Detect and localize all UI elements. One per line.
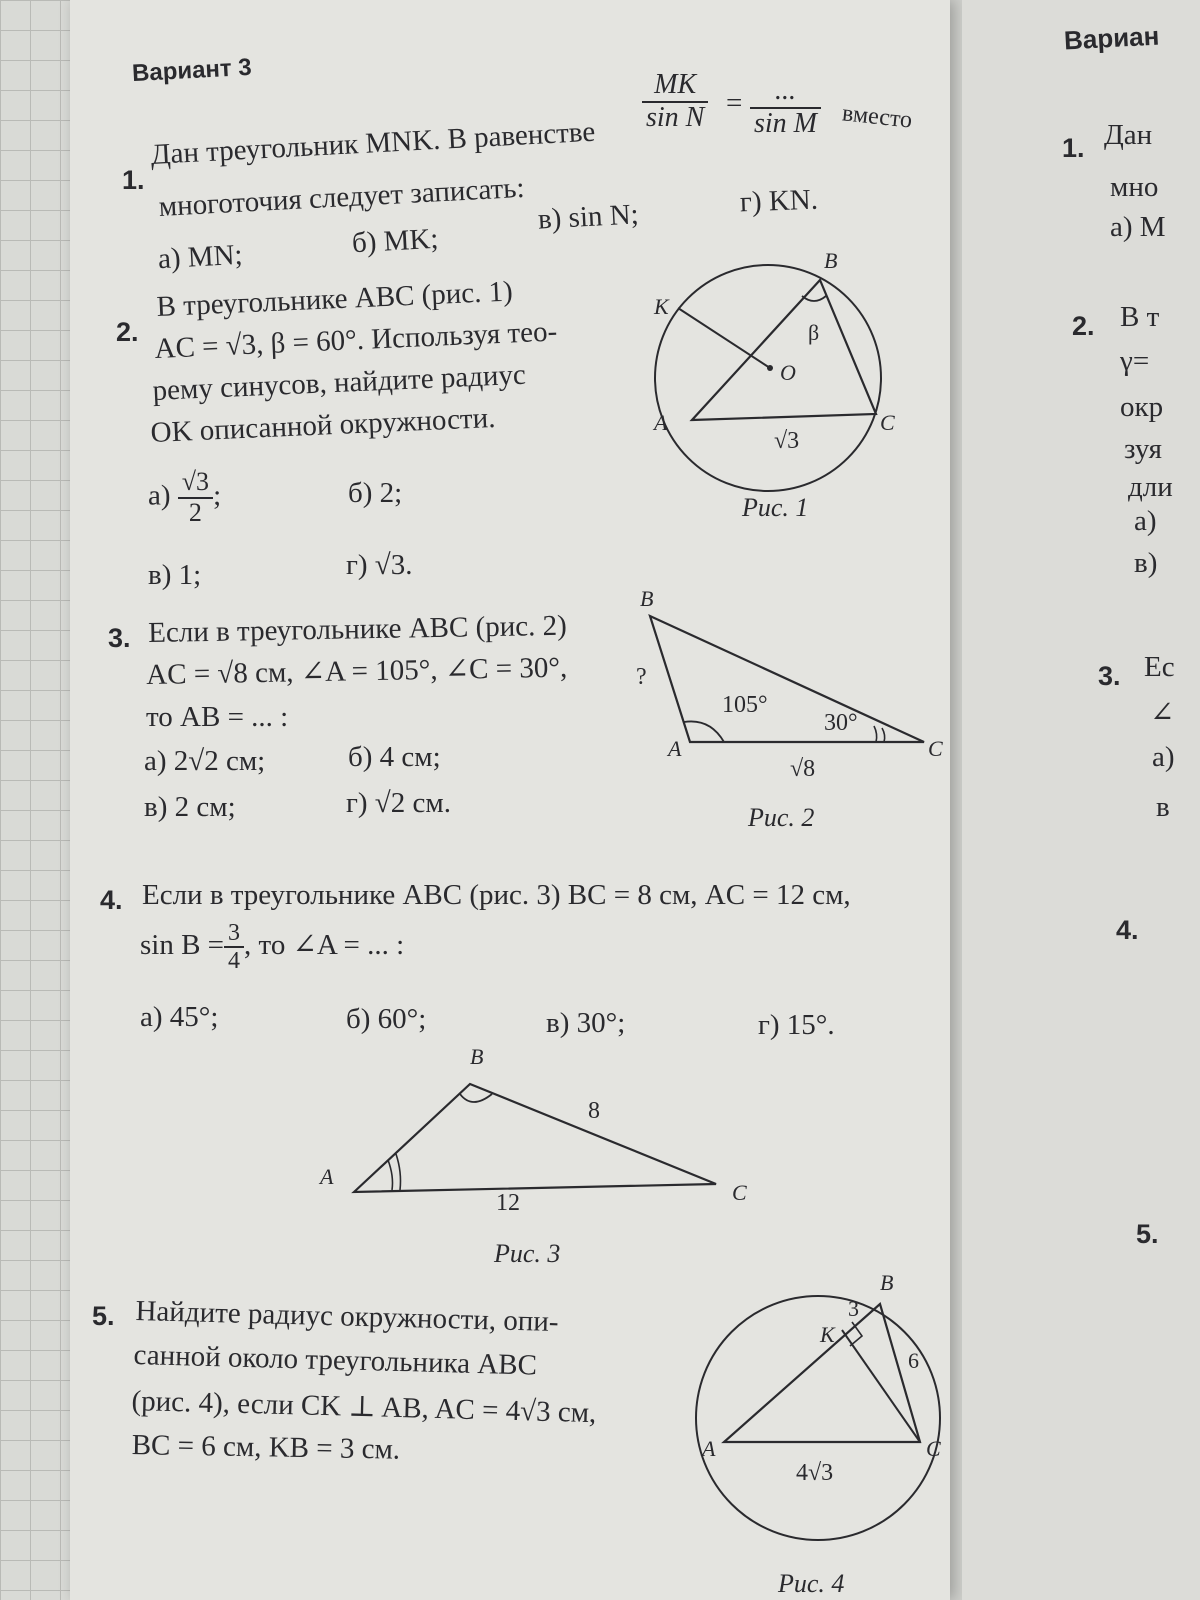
fig1-label-c: C xyxy=(880,410,895,435)
sinb-denominator: 4 xyxy=(228,948,241,975)
problem-3-option-c: в) 2 см; xyxy=(144,791,236,823)
fig2-label-q: ? xyxy=(636,664,647,690)
problem-1-fraction-2 xyxy=(750,76,821,140)
problem-2-option-a xyxy=(148,468,221,527)
fig1-circle xyxy=(655,265,881,491)
fig1-center-point xyxy=(767,365,773,371)
fig3-angle-b-arc xyxy=(460,1094,492,1102)
problem-2-line-1: В треугольнике ABC (рис. 1) xyxy=(155,275,514,323)
problem-1-equals: = xyxy=(726,87,743,119)
problem-4-number: 4. xyxy=(100,885,123,915)
problem-5-line-3: (рис. 4), если CK ⊥ AB, AC = 4√3 см, xyxy=(131,1385,597,1430)
adjacent-page xyxy=(962,0,1200,1600)
right-fragment-2: Дан xyxy=(1104,119,1153,151)
fig2-label-b: B xyxy=(640,586,654,611)
fig3-label-c: C xyxy=(732,1180,747,1205)
fraction-1-numerator: MK xyxy=(642,70,708,103)
problem-3-option-d: г) √2 см. xyxy=(346,787,451,819)
option-a-label: а) xyxy=(148,479,171,512)
right-fragment-16: а) xyxy=(1152,741,1175,773)
problem-1-tail: вместо xyxy=(840,100,914,134)
right-fragment-10: дли xyxy=(1128,471,1173,503)
problem-2-option-d: г) √3. xyxy=(346,549,413,581)
right-fragment-11: а) xyxy=(1134,505,1157,537)
fig4-label-k: K xyxy=(820,1322,835,1347)
problem-1-fraction-1 xyxy=(642,70,708,134)
problem-4-line-1: Если в треугольнике ABC (рис. 3) BC = 8 см, AC = 12 см, xyxy=(142,879,851,911)
problem-2-line-2: AC = √3, β = 60°. Используя тео- xyxy=(153,315,558,365)
fig1-label-side: √3 xyxy=(774,428,800,454)
fig3-label-b: B xyxy=(470,1044,484,1069)
problem-4-option-c: в) 30°; xyxy=(546,1007,626,1039)
right-page-title: Вариан xyxy=(1063,20,1160,56)
fig3-angle-a-arc2 xyxy=(396,1154,401,1190)
fig2-label-a: A xyxy=(668,736,682,761)
problem-5-line-2: санной около треугольника ABC xyxy=(133,1339,538,1382)
fig4-label-b: B xyxy=(880,1270,894,1295)
fig2-angle-c-arc1 xyxy=(874,726,877,742)
fig4-label-a: A xyxy=(702,1436,716,1461)
fig1-label-b: B xyxy=(824,248,838,273)
fraction-1-denominator: sin N xyxy=(646,101,705,133)
right-fragment-8: окр xyxy=(1120,391,1164,423)
problem-1-number: 1. xyxy=(122,165,145,195)
fig1-label-k: K xyxy=(654,294,669,319)
problem-1-option-b: б) MK; xyxy=(351,222,440,260)
problem-3-number: 3. xyxy=(108,623,131,653)
fig2-label-side: √8 xyxy=(790,756,816,782)
figure-4 xyxy=(680,1260,960,1600)
problem-5-number: 5. xyxy=(92,1301,115,1331)
fig3-triangle xyxy=(354,1084,716,1192)
fig4-altitude-ck xyxy=(842,1330,920,1442)
problem-1-option-c: в) sin N; xyxy=(537,198,640,236)
problem-3-option-a: а) 2√2 см; xyxy=(144,745,266,777)
line-2-suffix: , то ∠A = ... : xyxy=(244,929,405,962)
fig4-label-kb: 3 xyxy=(848,1296,859,1321)
right-fragment-1: 1. xyxy=(1062,133,1085,163)
right-fragment-17: в xyxy=(1156,791,1170,823)
problem-4-option-d: г) 15°. xyxy=(758,1009,835,1041)
problem-1-text: Дан треугольник MNK. В равенстве xyxy=(149,115,596,171)
fraction-2-denominator: sin M xyxy=(754,107,817,139)
problem-1-option-a: а) MN; xyxy=(157,238,244,276)
option-a-denominator: 2 xyxy=(188,497,202,527)
figure-1 xyxy=(640,230,900,530)
fig3-caption: Рис. 3 xyxy=(494,1239,561,1268)
fig4-caption: Рис. 4 xyxy=(778,1569,845,1598)
problem-3-line-3: то AB = ... : xyxy=(146,701,289,733)
fig3-label-a: A xyxy=(320,1164,334,1189)
problem-4-line-2 xyxy=(140,920,404,975)
right-fragment-4: а) М xyxy=(1110,211,1166,243)
problem-1-text-2: многоточия следует записать: xyxy=(157,171,526,223)
fig4-label-c: C xyxy=(926,1436,941,1461)
right-fragment-3: мно xyxy=(1110,171,1159,203)
right-fragment-7: γ= xyxy=(1120,345,1150,377)
fig1-label-a: A xyxy=(654,410,668,435)
fig1-label-beta: β xyxy=(808,320,820,345)
fig1-caption: Рис. 1 xyxy=(742,493,809,522)
problem-5-line-4: BC = 6 см, KB = 3 см. xyxy=(131,1429,401,1466)
sinb-numerator: 3 xyxy=(224,920,244,948)
fig3-label-ac: 12 xyxy=(496,1190,520,1216)
right-fragment-18: 4. xyxy=(1116,915,1139,945)
fig2-label-angle-c: 30° xyxy=(824,710,858,736)
right-fragment-9: зуя xyxy=(1124,433,1162,465)
problem-2-number: 2. xyxy=(116,317,139,347)
fig3-label-bc: 8 xyxy=(588,1098,600,1124)
right-fragment-15: ∠ xyxy=(1150,697,1175,729)
problem-2-option-c: в) 1; xyxy=(148,559,202,591)
fig2-triangle xyxy=(650,616,924,742)
problem-4-option-b: б) 60°; xyxy=(346,1003,427,1035)
fig2-label-c: C xyxy=(928,736,943,761)
right-fragment-5: 2. xyxy=(1072,311,1095,341)
fig1-label-o: O xyxy=(780,360,796,385)
option-a-numerator: √3 xyxy=(178,468,213,499)
textbook-page xyxy=(70,0,950,1600)
fig1-radius-ok xyxy=(678,308,770,368)
fig1-triangle xyxy=(692,280,876,420)
fraction-2-numerator: ... xyxy=(750,76,821,109)
right-fragment-19: 5. xyxy=(1136,1219,1159,1249)
right-fragment-13: 3. xyxy=(1098,661,1121,691)
figure-3 xyxy=(300,1040,780,1280)
problem-4-option-a: а) 45°; xyxy=(140,1001,219,1033)
problem-2-option-b: б) 2; xyxy=(348,477,403,509)
fig2-angle-c-arc2 xyxy=(882,728,885,742)
problem-2-line-4: OK описанной окружности. xyxy=(149,401,497,449)
fig2-label-angle-a: 105° xyxy=(722,692,768,718)
figure-2 xyxy=(620,580,960,840)
variant-title: Вариант 3 xyxy=(131,53,253,88)
problem-3-line-1: Если в треугольнике ABC (рис. 2) xyxy=(147,609,568,649)
fig3-angle-a-arc1 xyxy=(388,1160,393,1190)
line-2-prefix: sin B = xyxy=(140,929,225,962)
problem-3-line-2: AC = √8 см, ∠A = 105°, ∠C = 30°, xyxy=(145,651,568,691)
right-fragment-12: в) xyxy=(1134,547,1158,579)
option-a-tail: ; xyxy=(213,479,222,512)
fig4-label-ac: 4√3 xyxy=(796,1460,834,1486)
problem-5-line-1: Найдите радиус окружности, опи- xyxy=(135,1295,559,1339)
problem-2-line-3: рему синусов, найдите радиус xyxy=(151,358,527,407)
problem-1-option-d: г) KN. xyxy=(739,183,819,219)
problem-3-option-b: б) 4 см; xyxy=(348,741,441,773)
right-fragment-6: В т xyxy=(1120,301,1160,333)
fig2-caption: Рис. 2 xyxy=(748,803,815,832)
fig4-label-bc: 6 xyxy=(908,1348,919,1373)
right-fragment-14: Ес xyxy=(1144,651,1175,683)
